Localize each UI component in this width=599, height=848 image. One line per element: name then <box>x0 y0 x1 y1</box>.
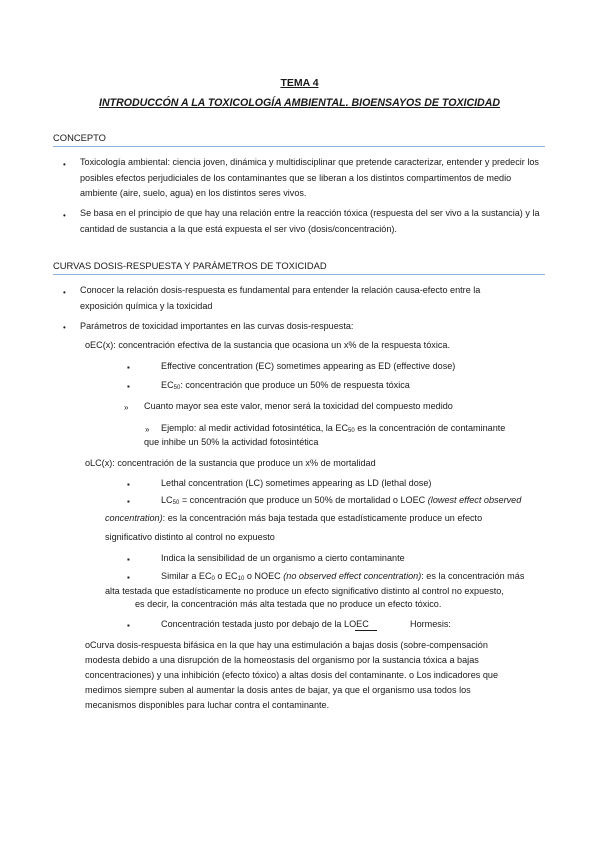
section-heading-concepto: CONCEPTO <box>53 132 106 143</box>
bullet-icon: • <box>63 323 66 332</box>
bullet-icon: • <box>63 211 66 220</box>
square-bullet-icon: ▪ <box>127 363 130 372</box>
ec-item-toxicity-note: Cuanto mayor sea este valor, menor será la toxicidad del compuesto medido <box>144 401 453 411</box>
square-bullet-icon: ▪ <box>127 555 130 564</box>
lc-item-sensitivity: Indica la sensibilidad de un organismo a cierto contaminante <box>161 553 405 563</box>
ec50-definition: $EC_{50}$: concentración que produce un 50% de respuesta tóxica <box>161 380 410 391</box>
ec-example-line-1: Ejemplo: al medir actividad fotosintética, la $EC_{50}$ es la concentración de contaminante <box>161 423 506 434</box>
lc-heading: oLC(x): concentración de la sustancia que produce un x% de mortalidad <box>85 458 376 468</box>
concepto-bullet-1: Toxicología ambiental: ciencia joven, dinámica y multidisciplinar que pretende caracterizar, entender y predecir los posibles efectos perjudiciales de los contaminantes que se liberan a los distintos compartimentos de medio ambiente (aire, suelo, agua) en los distintos seres vivos. <box>80 157 539 198</box>
hormesis-line-2: modesta debido a una disrupción de la homeostasis del organismo por la sustancia tóxica a bajas <box>85 655 479 665</box>
concepto-bullet-2: Se basa en el principio de que hay una relación entre la reacción tóxica (respuesta del ser vivo a la sustancia) y la cantidad de sustancia a la que está expuesta el ser vivo (dosis/concentración). <box>80 208 540 234</box>
section-divider <box>53 146 545 147</box>
lc50-loec-line-3: significativo distinto al control no expuesto <box>105 532 275 542</box>
section-divider <box>53 274 545 275</box>
hormesis-line-1: oCurva dosis-respuesta bifásica en la que hay una estimulación a bajas dosis (sobre-compensación <box>85 640 488 650</box>
square-bullet-icon: ▪ <box>127 382 130 391</box>
arrow-bullet-icon: » <box>145 425 150 434</box>
hormesis-label: Hormesis: <box>410 619 451 629</box>
square-bullet-icon: ▪ <box>127 497 130 506</box>
lc50-loec-line-2: concentration): es la concentración más baja testada que estadísticamente produce un efecto <box>105 513 483 523</box>
page-title: TEMA 4 <box>280 77 319 89</box>
square-bullet-icon: ▪ <box>127 480 130 489</box>
noec-line-1: Similar a $EC_0$ o $EC_{10}$ o NOEC (no observed effect concentration): es la concentración más <box>161 571 525 582</box>
ec-heading: oEC(x): concentración efectiva de la sustancia que ocasiona un x% de la respuesta tóxica. <box>85 340 450 350</box>
section-heading-curvas: CURVAS DOSIS-RESPUESTA Y PARÁMETROS DE TOXICIDAD <box>53 260 327 271</box>
lc50-loec-line-1: $LC_{50}$ = concentración que produce un 50% de mortalidad o LOEC (lowest effect observed <box>161 495 522 506</box>
lc-item-below-loec: Concentración testada justo por debajo de la LOEC <box>161 619 369 629</box>
hormesis-line-4: medimos siempre suben al aumentar la dosis antes de bajar, ya que el organismo usa todos los <box>85 685 471 695</box>
hormesis-line-5: mecanismos disponibles para luchar contra el contaminante. <box>85 700 330 710</box>
ec-example-line-2: que inhibe un 50% la actividad fotosintética <box>144 437 319 447</box>
square-bullet-icon: ▪ <box>127 573 130 582</box>
lc-item-lethal-concentration: Lethal concentration (LC) sometimes appearing as LD (lethal dose) <box>161 478 432 488</box>
page-subtitle: INTRODUCCÓN A LA TOXICOLOGÍA AMBIENTAL. BIOENSAYOS DE TOXICIDAD <box>99 97 500 109</box>
curvas-bullet-2: Parámetros de toxicidad importantes en las curvas dosis-respuesta: <box>80 321 354 331</box>
bullet-icon: • <box>63 160 66 169</box>
curvas-bullet-1: Conocer la relación dosis-respuesta es fundamental para entender la relación causa-efecto entre la exposición química y la toxicidad <box>80 285 481 311</box>
noec-line-3: es decir, la concentración más alta testada que no produce un efecto tóxico. <box>135 599 442 609</box>
underline-mark <box>355 630 377 631</box>
noec-line-2: alta testada que estadísticamente no produce un efecto significativo distinto al control no expuesto, <box>105 586 504 596</box>
hormesis-line-3: concentraciones) y una inhibición (efecto tóxico) a altas dosis del contaminante. o Los indicadores que <box>85 670 498 680</box>
arrow-bullet-icon: » <box>124 403 129 412</box>
bullet-icon: • <box>63 288 66 297</box>
square-bullet-icon: ▪ <box>127 621 130 630</box>
ec-item-effective-concentration: Effective concentration (EC) sometimes appearing as ED (effective dose) <box>161 361 456 371</box>
